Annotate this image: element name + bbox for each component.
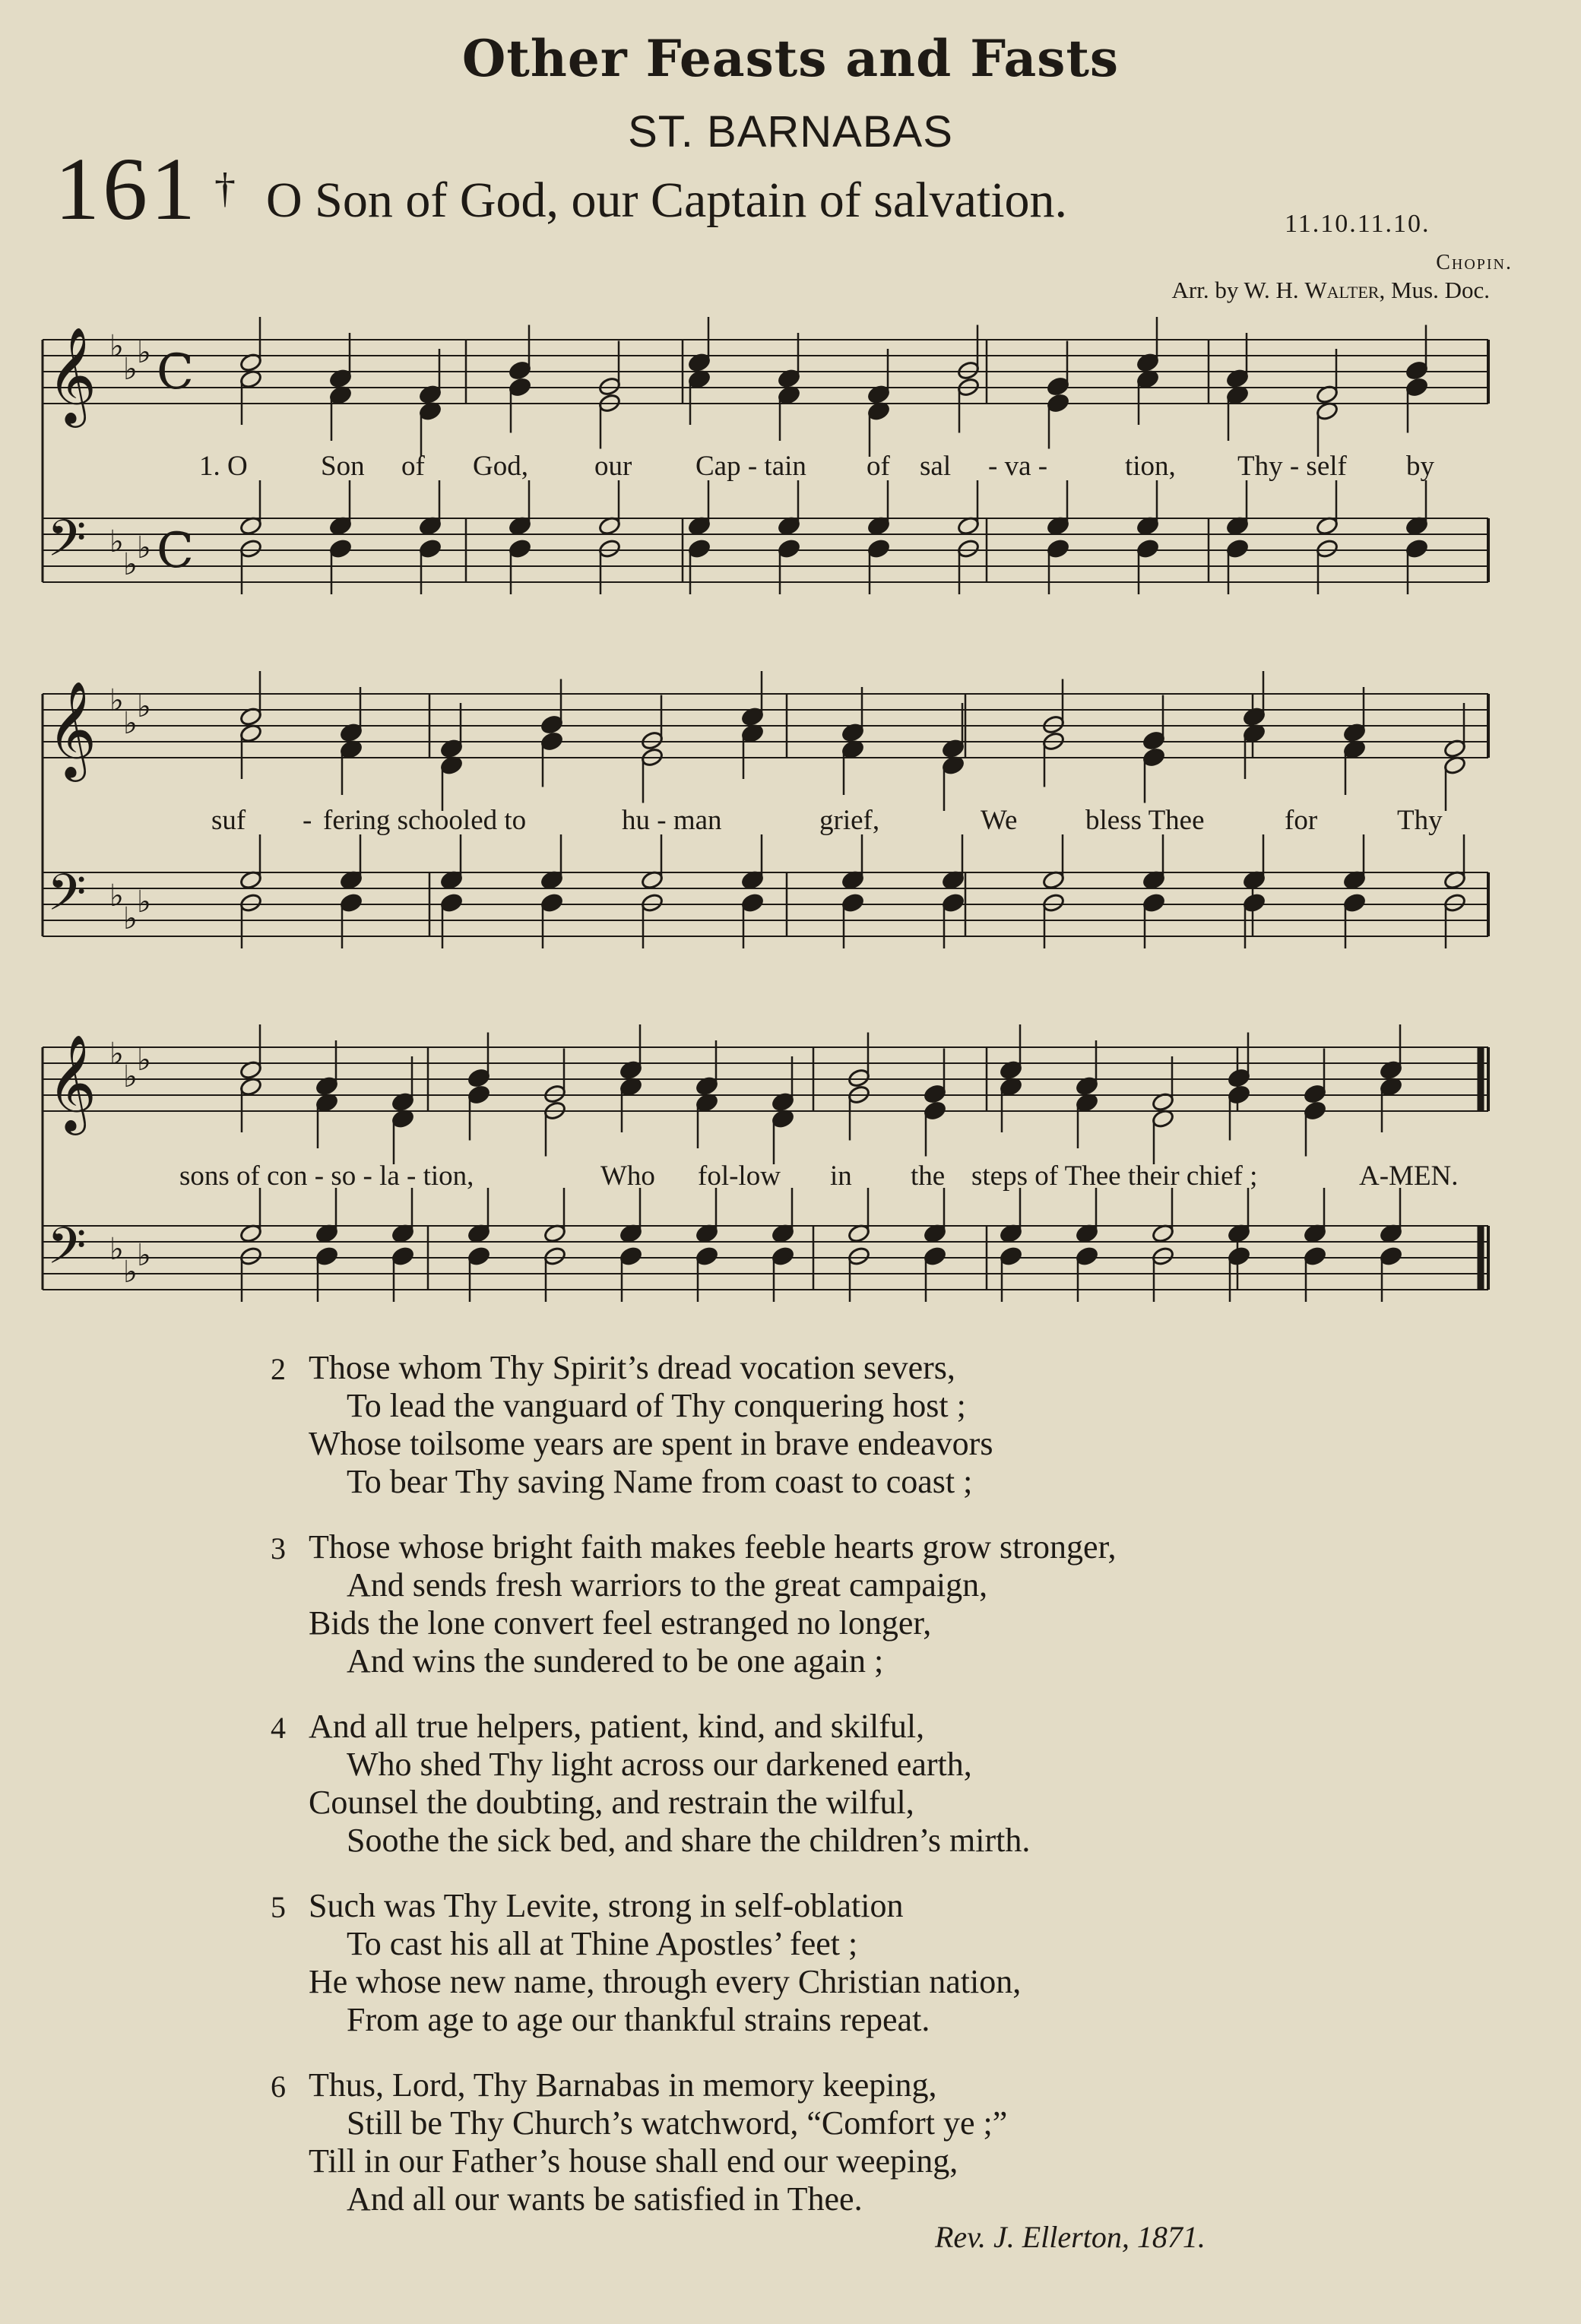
verse-number: 5	[271, 1890, 286, 1924]
verse-line: Those whose bright faith makes feeble hearts grow stronger,	[309, 1528, 1117, 1566]
lyric-syllable: sal	[920, 451, 952, 482]
flat-sign: ♭	[137, 530, 151, 565]
arranger-prefix: Arr. by W. H.	[1171, 277, 1305, 303]
bass-clef: 𝄢	[47, 863, 87, 934]
flat-sign: ♭	[109, 1037, 124, 1072]
composer: Chopin.	[1436, 251, 1513, 274]
flat-sign: ♭	[123, 547, 138, 582]
lyric-syllable: suf	[211, 805, 246, 836]
lyric-syllable: our	[594, 451, 632, 482]
verse-line: To bear Thy saving Name from coast to coast ;	[347, 1463, 973, 1500]
lyric-syllable: Thy	[1397, 805, 1443, 836]
verse-line: Soothe the sick bed, and share the children’s mirth.	[347, 1822, 1031, 1859]
verse-line: Still be Thy Church’s watchword, “Comfort ye ;”	[347, 2104, 1008, 2142]
verse-line: From age to age our thankful strains repeat.	[347, 2001, 930, 2038]
verse-line: And all true helpers, patient, kind, and skilful,	[309, 1708, 925, 1745]
verse-line: Bids the lone convert feel estranged no longer,	[309, 1604, 932, 1642]
lyric-syllable: of	[867, 451, 890, 482]
time-signature: C	[157, 344, 194, 401]
lyric-syllable: 1. O	[199, 451, 248, 482]
verse-number: 3	[271, 1531, 286, 1566]
hymn-first-line: O Son of God, our Captain of salvation.	[266, 173, 1068, 228]
verse-number: 2	[271, 1352, 286, 1386]
lyric-syllable: - va -	[988, 451, 1048, 482]
lyric-syllable: A-MEN.	[1359, 1160, 1459, 1192]
verse-line: And wins the sundered to be one again ;	[347, 1642, 884, 1680]
verse-line: To lead the vanguard of Thy conquering host ;	[347, 1387, 966, 1424]
meter: 11.10.11.10.	[1285, 210, 1431, 238]
dagger-mark: †	[214, 165, 236, 212]
verse-line: Till in our Father’s house shall end our weeping,	[309, 2142, 958, 2180]
lyric-syllable: fering schooled to	[323, 805, 527, 836]
verse-line: To cast his all at Thine Apostles’ feet ;	[347, 1925, 858, 1962]
lyric-syllable: in	[830, 1160, 852, 1192]
flat-sign: ♭	[123, 706, 138, 741]
arranger-suffix: , Mus. Doc.	[1379, 277, 1490, 303]
lyric-syllable: Who	[600, 1160, 655, 1192]
flat-sign: ♭	[137, 335, 151, 370]
flat-sign: ♭	[109, 329, 124, 364]
verse-line: Those whom Thy Spirit’s dread vocation severs,	[309, 1349, 955, 1386]
flat-sign: ♭	[137, 689, 151, 724]
verse-line: And sends fresh warriors to the great campaign,	[347, 1566, 988, 1604]
tune-name: ST. BARNABAS	[628, 107, 953, 157]
hymn-number: 161	[55, 139, 198, 239]
lyric-syllable: We	[981, 805, 1018, 836]
verse-line: Counsel the doubting, and restrain the wilful,	[309, 1784, 914, 1821]
verse-line: Such was Thy Levite, strong in self-oblation	[309, 1887, 904, 1924]
lyric-syllable: the	[911, 1160, 946, 1192]
arranger-name: Walter	[1304, 277, 1380, 303]
verse-line: And all our wants be satisfied in Thee.	[347, 2180, 863, 2218]
treble-clef: 𝄞	[47, 326, 97, 423]
lyric-syllable: -	[303, 805, 312, 836]
lyric-syllable: Cap - tain	[695, 451, 806, 482]
lyric-syllable: grief,	[819, 805, 880, 836]
attribution: Rev. J. Ellerton, 1871.	[935, 2220, 1206, 2254]
verse-line: Thus, Lord, Thy Barnabas in memory keeping,	[309, 2066, 937, 2104]
flat-sign: ♭	[109, 879, 124, 913]
lyric-syllable: God,	[473, 451, 528, 482]
flat-sign: ♭	[123, 1255, 138, 1290]
time-signature: C	[157, 523, 194, 579]
treble-clef: 𝄞	[47, 1034, 97, 1131]
lyric-syllable: steps of Thee their chief ;	[971, 1160, 1258, 1192]
flat-sign: ♭	[123, 352, 138, 387]
treble-clef: 𝄞	[47, 680, 97, 777]
flat-sign: ♭	[137, 885, 151, 920]
verse-number: 4	[271, 1711, 286, 1745]
verse-line: He whose new name, through every Christian nation,	[309, 1963, 1022, 2000]
lyric-syllable: of	[401, 451, 425, 482]
lyric-syllable: Thy - self	[1237, 451, 1347, 482]
bass-clef: 𝄢	[47, 509, 87, 580]
verse-line: Who shed Thy light across our darkened earth,	[347, 1746, 972, 1783]
flat-sign: ♭	[109, 1232, 124, 1267]
flat-sign: ♭	[123, 901, 138, 936]
flat-sign: ♭	[123, 1059, 138, 1094]
verse-number: 6	[271, 2069, 286, 2104]
lyric-syllable: tion,	[1125, 451, 1176, 482]
lyric-syllable: by	[1406, 451, 1434, 482]
verse-line: Whose toilsome years are spent in brave endeavors	[309, 1425, 993, 1462]
flat-sign: ♭	[109, 683, 124, 718]
lyric-syllable: fol-low	[698, 1160, 781, 1192]
section-title: Other Feasts and Fasts	[461, 29, 1120, 88]
bass-clef: 𝄢	[47, 1217, 87, 1287]
lyric-syllable: Son	[321, 451, 365, 482]
flat-sign: ♭	[109, 524, 124, 559]
lyric-syllable: bless Thee	[1085, 805, 1205, 836]
lyric-syllable: hu - man	[622, 805, 722, 836]
flat-sign: ♭	[137, 1238, 151, 1273]
lyric-syllable: for	[1285, 805, 1318, 836]
flat-sign: ♭	[137, 1043, 151, 1078]
lyric-syllable: sons of con - so - la - tion,	[179, 1160, 474, 1192]
